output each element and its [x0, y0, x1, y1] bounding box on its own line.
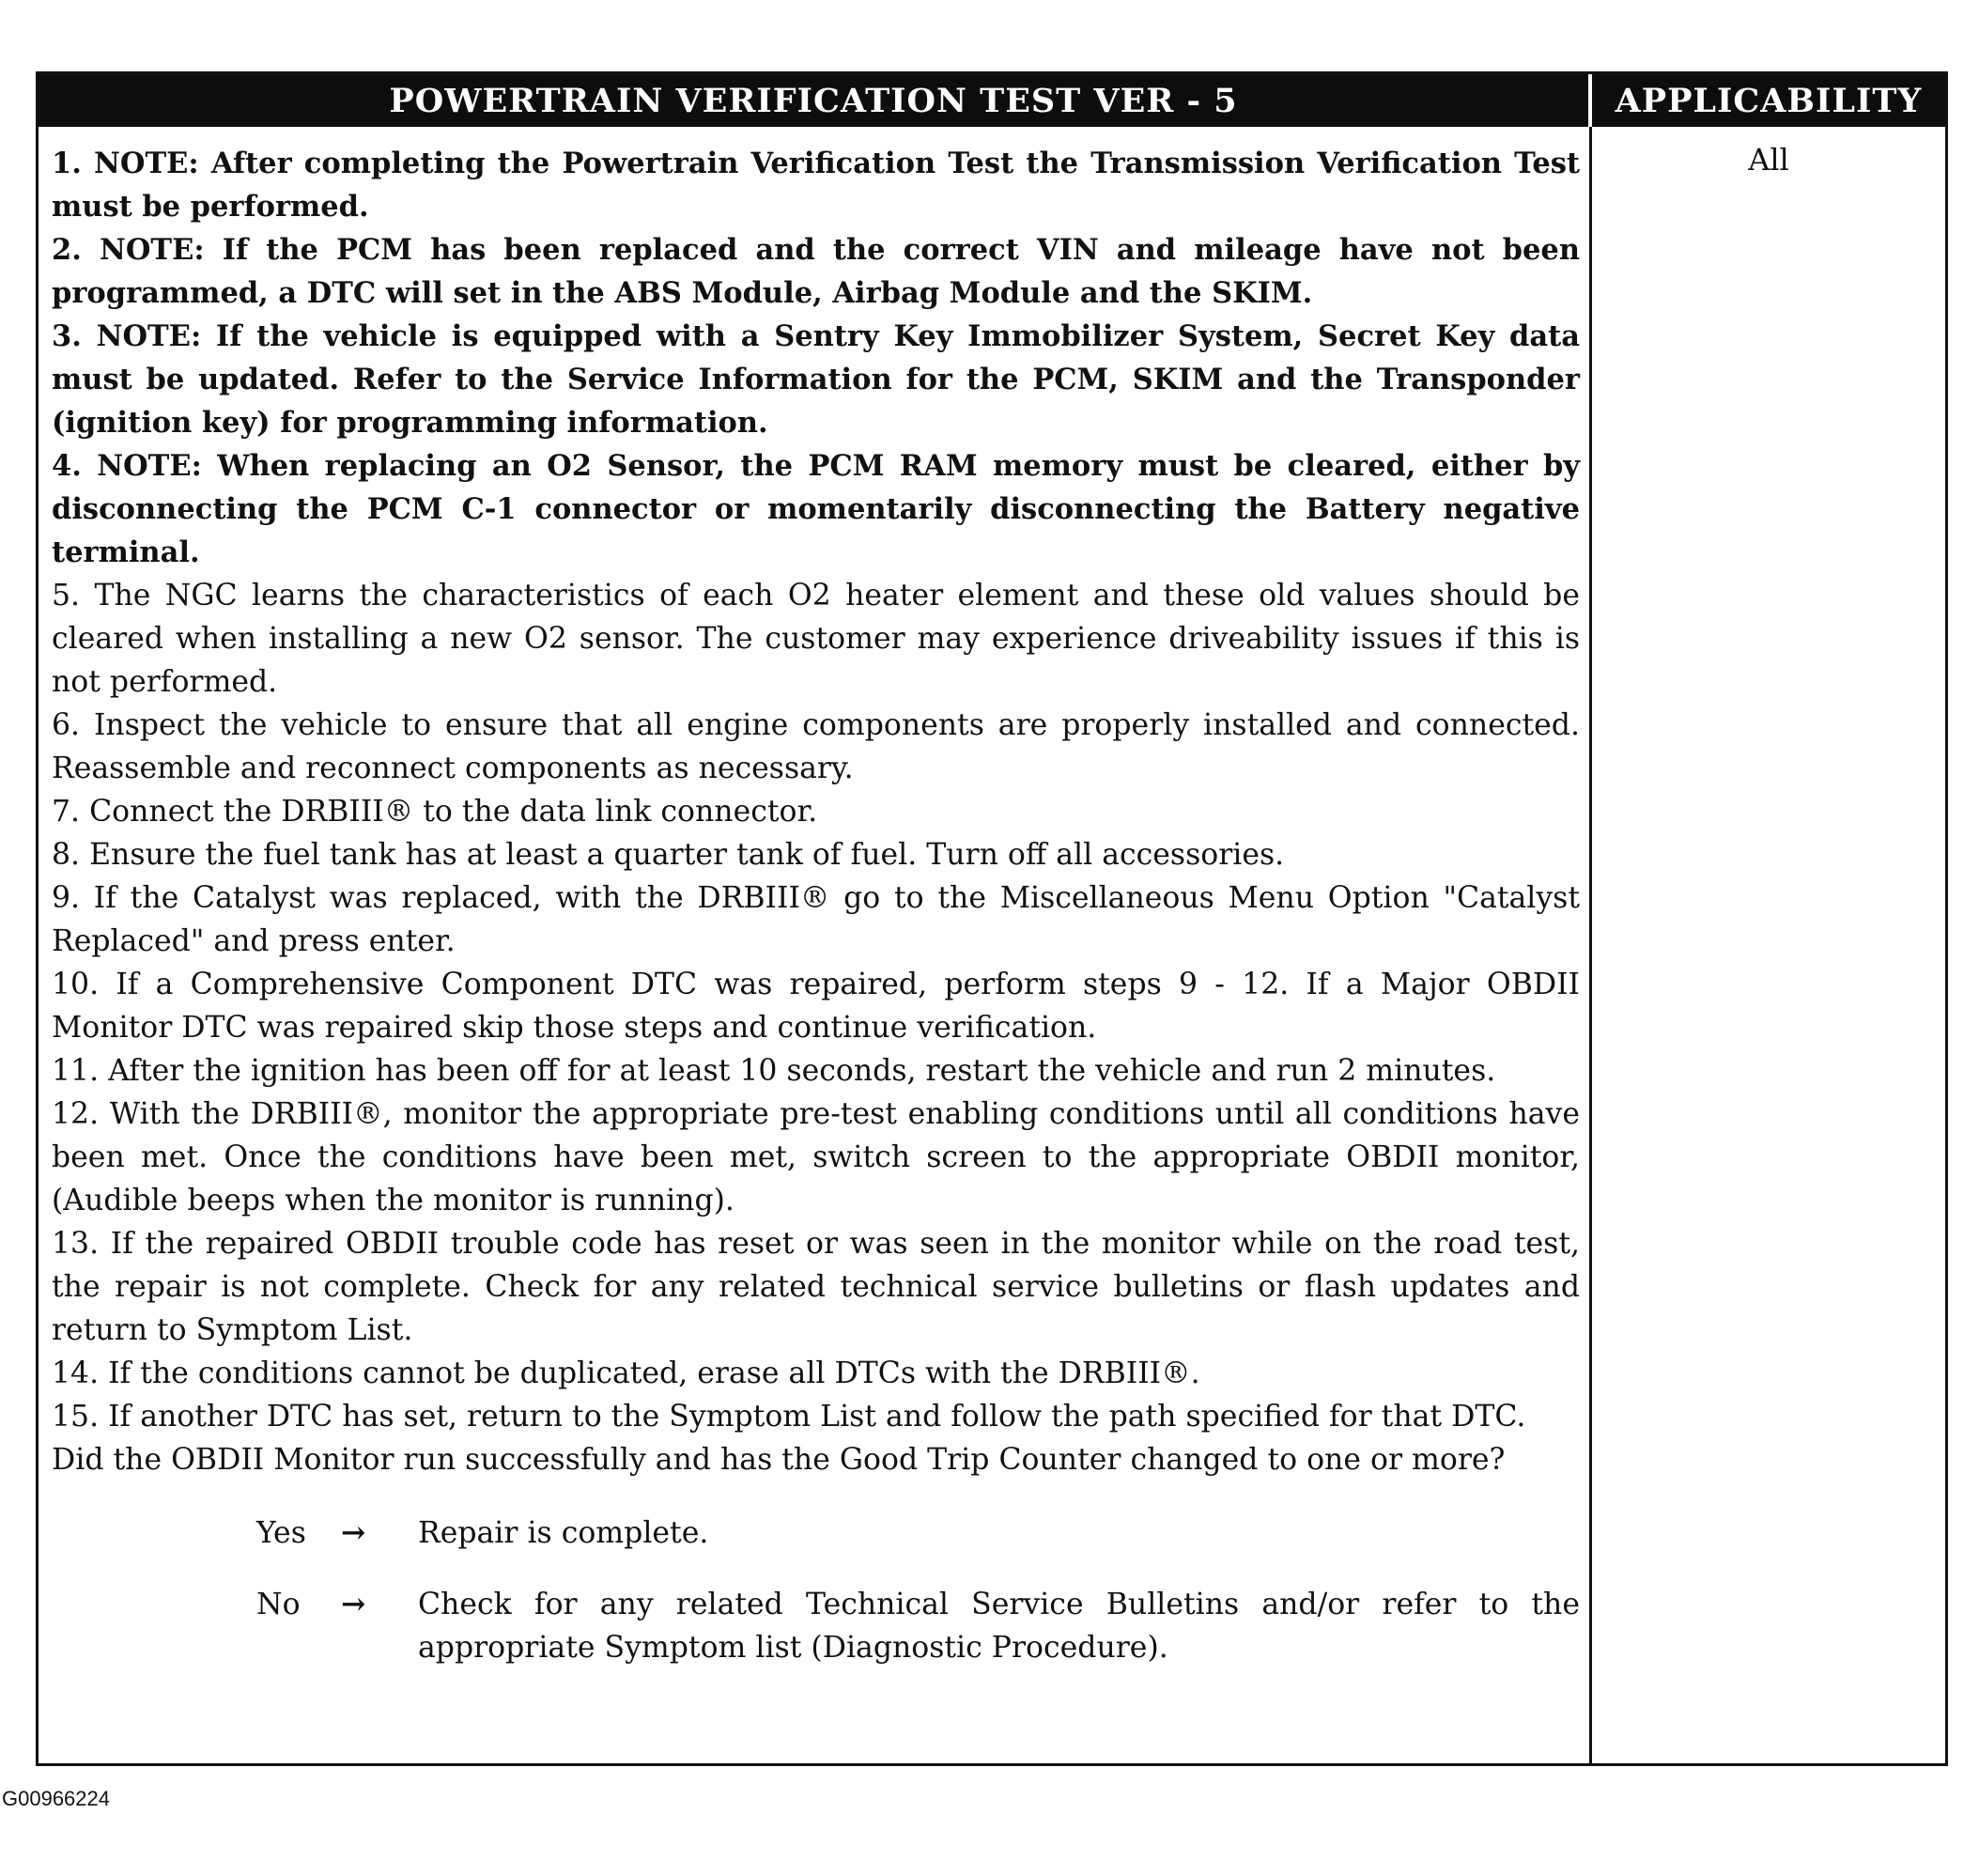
step-13: 13. If the repaired OBDII trouble code has reset or was seen in the monitor while on the road test, the repair is not complete. Check for any related technical service bulletins or flash updates and return to Symptom List. [52, 1227, 1580, 1347]
step-15: 15. If another DTC has set, return to the Symptom List and follow the path specified for that DTC. [52, 1400, 1526, 1434]
step-1: 1. NOTE: After completing the Powertrain Verification Test the Transmission Verification Test must be performed. [52, 147, 1580, 224]
step-12: 12. With the DRBIII®, monitor the appropriate pre-test enabling conditions until all conditions have been met. Once the conditions have been met, switch screen to the appropriate OBDII monitor, (Audible beeps when the monitor is running). [52, 1097, 1580, 1217]
procedure-table [36, 71, 1948, 1766]
answer-text: Check for any related Technical Service Bulletins and/or refer to the appropriate Symptom list (Diagnostic Procedure). [418, 1588, 1580, 1665]
answer-yes [52, 1512, 1580, 1555]
step-10: 10. If a Comprehensive Component DTC was repaired, perform steps 9 - 12. If a Major OBDII Monitor DTC was repaired skip those steps and continue verification. [52, 968, 1580, 1045]
applicability-cell: All [1748, 142, 1789, 178]
step-5: 5. The NGC learns the characteristics of each O2 heater element and these old values should be cleared when installing a new O2 sensor. The customer may experience driveability issues if this is not performed. [52, 579, 1580, 699]
step-14: 14. If the conditions cannot be duplicated, erase all DTCs with the DRBIII®. [52, 1357, 1200, 1390]
step-4: 4. NOTE: When replacing an O2 Sensor, the PCM RAM memory must be cleared, either by disconnecting the PCM C-1 connector or momentarily disconnecting the Battery negative terminal. [52, 449, 1580, 569]
step-11: 11. After the ignition has been off for at least 10 seconds, restart the vehicle and run 2 minutes. [52, 1054, 1496, 1088]
figure-id: G00966224 [2, 1787, 110, 1810]
step-8: 8. Ensure the fuel tank has at least a quarter tank of fuel. Turn off all accessories. [52, 838, 1285, 872]
answer-options [52, 1512, 1580, 1669]
answer-label: No [256, 1588, 301, 1621]
answer-label: Yes [256, 1516, 306, 1550]
step-6: 6. Inspect the vehicle to ensure that all engine components are properly installed and connected. Reassemble and reconnect components as necessary. [52, 708, 1580, 785]
answer-text: Repair is complete. [418, 1516, 709, 1550]
step-2: 2. NOTE: If the PCM has been replaced and the correct VIN and mileage have not been programmed, a DTC will set in the ABS Module, Airbag Module and the SKIM. [52, 233, 1580, 310]
right-arrow-icon: → [341, 1515, 366, 1550]
procedure-steps [39, 127, 1592, 1763]
step-7: 7. Connect the DRBIII® to the data link connector. [52, 795, 818, 829]
test-title-header: POWERTRAIN VERIFICATION TEST VER - 5 [39, 74, 1592, 127]
step-9: 9. If the Catalyst was replaced, with the DRBIII® go to the Miscellaneous Menu Option "Catalyst Replaced" and press enter. [52, 881, 1580, 958]
applicability-header: APPLICABILITY [1592, 74, 1945, 127]
answer-no [52, 1583, 1580, 1669]
step-3: 3. NOTE: If the vehicle is equipped with a Sentry Key Immobilizer System, Secret Key data must be updated. Refer to the Service Information for the PCM, SKIM and the Transponder (ignition key) for programming information. [52, 319, 1580, 440]
right-arrow-icon: → [341, 1587, 366, 1621]
question: Did the OBDII Monitor run successfully and has the Good Trip Counter changed to one or more? [52, 1443, 1506, 1477]
